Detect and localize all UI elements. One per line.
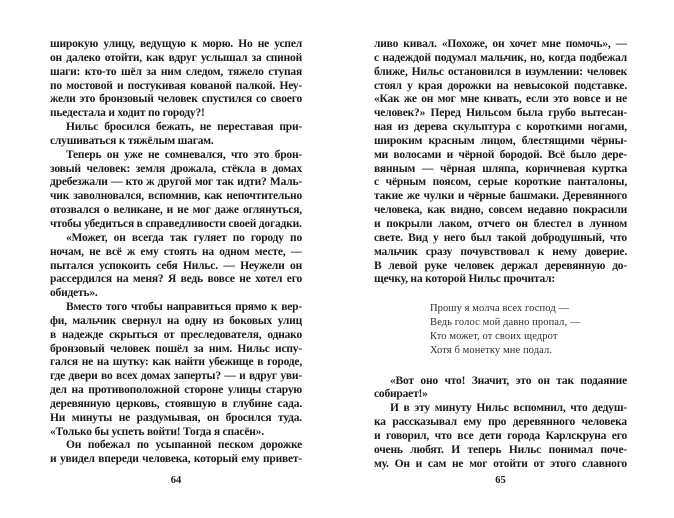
text-line: и увидел впереди человека, который ему привет- [50, 453, 302, 466]
paragraph [374, 375, 627, 403]
paragraph [50, 149, 302, 232]
text-line: широким красным лицом, блестящими чёрны- [374, 134, 627, 147]
text-line: зовый человек: земля дрожала, стёкла в домах [50, 162, 302, 175]
text-line: Нильс бросился бежать, не переставая при- [66, 121, 302, 134]
text-line: с чёрным поясом, серые короткие панталоны, [374, 176, 627, 189]
text-line: ближе, Нильс остановился в изумлении: человек [374, 65, 627, 78]
paragraph [50, 232, 302, 301]
text-line: Теперь он уже не сомневался, что это брон- [66, 148, 302, 161]
text-line: гался не на шутку: как найти убежище в городе, [50, 356, 302, 369]
text-line: рассердился на меня? Я ведь вовсе не хотел его [50, 273, 302, 286]
verse-line: Кто может, от своих щедрот [430, 330, 558, 342]
text-line: в надежде скрыться от преследователя, однако [50, 328, 302, 341]
paragraph [50, 121, 302, 149]
text-line: человек?» Перед Нильсом была грубо вытесан- [374, 107, 627, 120]
text-line: мальчик сразу почувствовал к нему доверие. [374, 245, 627, 258]
paragraph [374, 38, 627, 287]
text-line: чтобы убедиться в справедливости своей догадки. [50, 217, 302, 230]
text-line: свете. Вид у него был такой добродушный, что [374, 231, 627, 244]
text-line: и покрыли лаком, отчего он блестел в лунном [374, 217, 627, 230]
text-line: человека, как видно, совсем недавно покрасили [374, 204, 627, 217]
text-line: ми волосами и чёрной бородой. Всё было дере- [374, 148, 627, 161]
text-line: где двери во всех домах заперты? — и вдруг уви- [50, 370, 302, 383]
text-line: ка рассказывал ему про деревянного человека [374, 416, 627, 429]
page-left-text [50, 38, 302, 467]
text-line: ночам, не всё ж ему стоять на одном месте, — [50, 245, 302, 258]
text-line: отозвался о великане, и не мог даже оглянуться, [50, 204, 302, 217]
text-line: пьедестала и ходит по городу?! [50, 107, 205, 120]
text-line: «Как же он мог мне кивать, если это вовсе и не [374, 93, 627, 106]
verse-line: Ведь голос мой давно пропал, — [430, 317, 581, 329]
text-line: вянным — чёрная шляпа, коричневая куртка [374, 162, 627, 175]
paragraph [50, 301, 302, 439]
page-number-right: 65 [495, 475, 506, 486]
text-line: широкую улицу, ведущую к морю. Но не успел [50, 38, 302, 50]
text-line: такие же чулки и чёрные башмаки. Деревянного [374, 190, 627, 203]
text-line: жели это бронзовый человек спустился со своего [50, 93, 302, 106]
text-line: щечку, на которой Нильс прочитал: [374, 273, 556, 286]
paragraph [50, 38, 302, 121]
text-line: дел на противоположной стороне улицы старую [50, 384, 302, 397]
text-line: ная из дерева скульптура с короткими ногами, [374, 121, 627, 134]
text-line: Он побежал по усыпанной песком дорожке [66, 439, 302, 452]
text-line: деревянную церковь, стоявшую в глубине сада. [50, 397, 302, 410]
text-line: В левой руке человек держал деревянную до- [374, 259, 627, 272]
text-line: бронзовый человек пошёл за ним. Нильс испу- [50, 342, 302, 355]
text-line: ливо кивал. «Похоже, он хочет мне помочь», — [374, 38, 627, 50]
text-line: слушиваться к тяжёлым шагам. [50, 134, 214, 147]
text-line: и говорил, что все дети города Карлскруна его [374, 429, 627, 442]
text-line: Вместо того чтобы направиться прямо к вер- [66, 301, 302, 314]
verse-line: Хотя б монетку мне подал. [430, 344, 553, 356]
text-line: обидеть». [50, 287, 98, 300]
text-line: фи, мальчик свернул на одну из боковых улиц [50, 314, 302, 327]
paragraph [50, 439, 302, 467]
text-line: стоял у края дорожки на невысокой подставке. [374, 79, 627, 92]
verse [430, 302, 627, 357]
text-line: очень любят. И теперь Нильс понимал поче- [374, 443, 627, 456]
text-line: он далеко отойти, как вдруг услышал за спиной [50, 51, 302, 64]
paragraph [374, 402, 627, 471]
text-line: му. Он и сам не мог отойти от этого славного [374, 457, 627, 470]
text-line: пытался успокоить себя Нильс. — Неужели он [50, 259, 302, 272]
text-line: «Только бы успеть войти! Тогда я спасён». [50, 425, 264, 438]
text-line: И в эту минуту Нильс вспомнил, что дедуш- [390, 402, 627, 415]
text-line: чик заволновался, вспомнив, как непочтительно [50, 190, 302, 203]
text-line: шаги: кто-то шёл за ним следом, тяжело ступая [50, 65, 302, 78]
text-line: собирает!» [374, 388, 428, 401]
verse-line: Прошу я молча всех господ — [430, 303, 570, 315]
text-line: Ни минуты не раздумывая, он бросился туда. [50, 411, 302, 424]
text-line: «Может, он всегда так гуляет по городу по [66, 231, 302, 244]
text-line: по мостовой и постукивая кованой палкой. Неу- [50, 79, 302, 92]
text-line: с надеждой подумал мальчик, но, когда подбежал [374, 51, 627, 64]
text-line: «Вот оно что! Значит, это он так подаяние [390, 374, 627, 387]
page-number-left: 64 [170, 475, 182, 486]
page-right-text [374, 38, 627, 471]
text-line: дребезжали — кто ж другой мог так идти? Маль- [50, 176, 302, 189]
